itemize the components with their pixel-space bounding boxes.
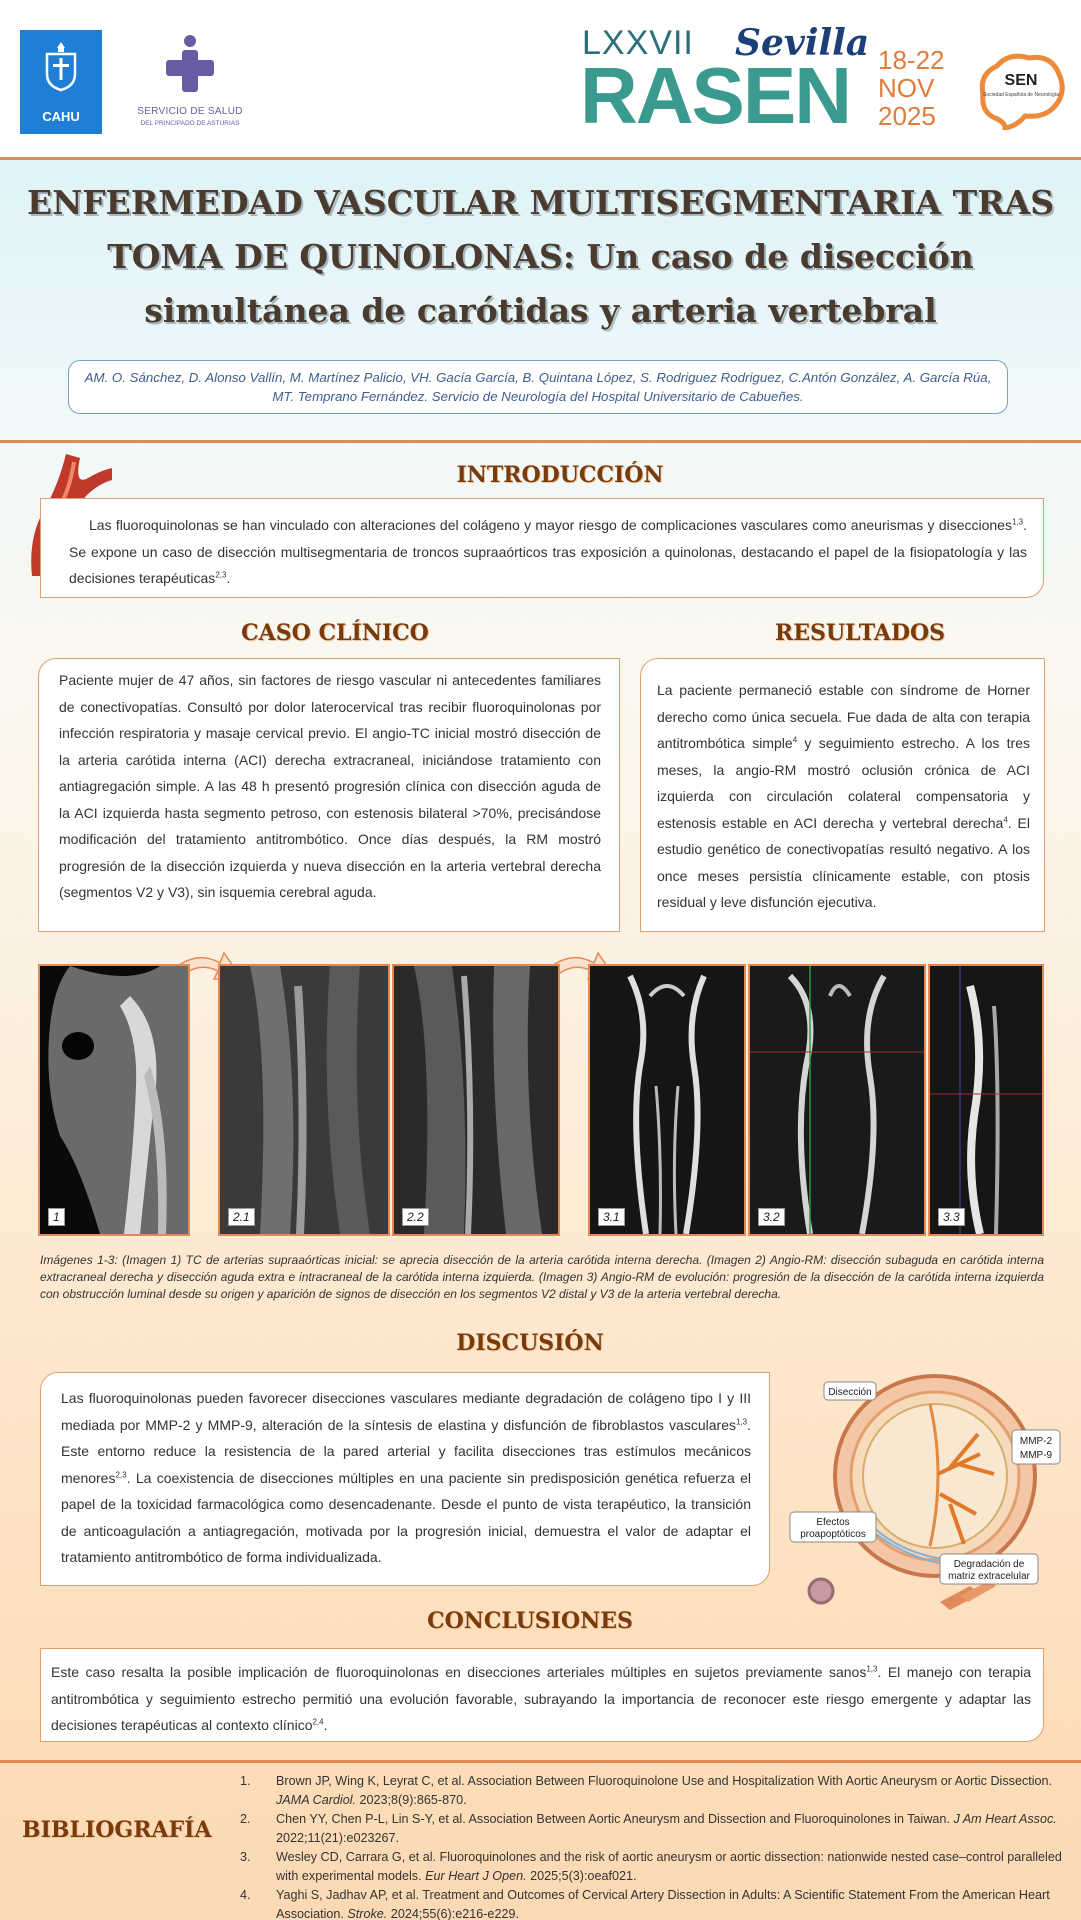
intro-box: [40, 498, 1044, 598]
resultados-text: . El estudio genético de conectivopatías resultó negativo. A los once meses persistía clínicamente estable, con ptosis residual y leve disfunción ejecutiva.: [657, 814, 1030, 910]
diagram-label-mmp2: MMP-2: [1019, 1436, 1053, 1447]
diagram-label-degradacion: Degradación de: [953, 1559, 1025, 1570]
conclusiones-ref: 2,4: [312, 1717, 324, 1727]
reference-text: Chen YY, Chen P-L, Lin S-Y, et al. Association Between Aortic Aneurysm and Dissection and Fluoroquinolones in Taiwan.: [276, 1812, 954, 1826]
congress-number: LXXVII: [582, 24, 694, 62]
header: [0, 0, 1081, 160]
image-label: 3.3: [938, 1208, 965, 1226]
congress-name: RASEN: [580, 51, 851, 140]
mri-image-2-2: [392, 964, 560, 1236]
image-label: 2.1: [228, 1208, 255, 1226]
cahu-label: CAHU: [42, 109, 80, 124]
poster-title: [10, 176, 1071, 338]
angio-picture: [750, 966, 924, 1234]
image-label: 3.1: [598, 1208, 625, 1226]
resultados-text: y seguimiento estrecho. A los tres meses, la angio-RM mostró oclusión crónica de ACI izquierda con circulación colateral compensatoria y estenosis estable en ACI derecha y vertebral derecha: [657, 735, 1030, 831]
title-line-1: ENFERMEDAD VASCULAR MULTISEGMENTARIA TRAS: [26, 183, 1055, 222]
reference-details: 2024;55(6):e216-e229.: [387, 1906, 519, 1920]
reference-journal: JAMA Cardiol.: [276, 1792, 357, 1807]
mri-picture: [394, 966, 558, 1234]
discusion-text: . Este entorno reduce la resistencia de la pared arterial y facilita disecciones tras estímulos mecánicos menores: [61, 1416, 751, 1486]
intro-ref: 2,3: [215, 570, 227, 580]
image-caption: Imágenes 1-3: (Imagen 1) TC de arterias supraaórticas inicial: se aprecia disección de la arteria carótida interna derecha. (Imagen 2) Angio-RM: disección subaguda en carótida interna extracraneal derecha y disección aguda extra e intracraneal de la carótida interna izquierda. (Imagen 3) Angio-RM de evolución: progresión de la disección de la carótida interna izquierda con obstrucción luminal desde su origen y aparición de signos de disección en los segmentos V2 distal y V3 de la arteria vertebral derecha.: [40, 1253, 1044, 1301]
congress-days: 18-22: [878, 45, 945, 75]
intro-text: . Se expone un caso de disección multisegmentaria de troncos supraaórticos tras exposición a quinolonas, destacando el papel de la fisiopatología y las decisiones terapéuticas: [69, 517, 1027, 586]
reference-item: [240, 1810, 1065, 1847]
mri-image-2-1: [218, 964, 390, 1236]
angio-image-3-1: [588, 964, 746, 1236]
discusion-text: Las fluoroquinolonas pueden favorecer disecciones vasculares mediante degradación de colágeno tipo I y III mediada por MMP-2 y MMP-9, alteración de la síntesis de elastina y disfunción de fibroblastos vasculares: [61, 1390, 751, 1433]
resultados-ref: 4: [792, 735, 798, 745]
caso-title: CASO CLÍNICO: [241, 620, 429, 646]
congress-logo: [580, 22, 945, 140]
mri-picture: [220, 966, 388, 1234]
resultados-title: RESULTADOS: [774, 620, 946, 646]
intro-text: .: [226, 570, 231, 586]
congress-city: Sevilla: [735, 22, 870, 64]
cahu-logo: [20, 30, 102, 134]
image-label: 2.2: [402, 1208, 429, 1226]
diagram-label-matriz: matriz extracelular: [948, 1571, 1030, 1582]
bibliografia-title: BIBLIOGRAFÍA: [22, 1817, 212, 1843]
reference-details: 2025;5(3):oeaf021.: [526, 1868, 637, 1883]
reference-text: Yaghi S, Jadhav AP, et al. Treatment and Outcomes of Cervical Artery Dissection in Adults: A Scientific Statement From the American Heart Association.: [276, 1888, 1050, 1920]
sen-sub: Sociedad Española de Neurología: [983, 92, 1059, 98]
angio-picture: [930, 966, 1042, 1234]
reference-text: Wesley CD, Carrara G, et al. Fluoroquinolones and the risk of aortic aneurysm or aortic dissection: nationwide nested case–control paralleled with experimental models.: [276, 1850, 1062, 1883]
authors-box: AM. O. Sánchez, D. Alonso Vallín, M. Martínez Palicio, VH. Gacía García, B. Quintana López, S. Rodriguez Rodriguez, C.Antón González, A. García Rúa, MT. Temprano Fernández. Servicio de Neurología del Hospital Universitario de Cabueñes.: [68, 360, 1008, 414]
bibliografia-list: [240, 1772, 1065, 1920]
ct-image-1: [38, 964, 190, 1236]
diagram-label-efectos: Efectos: [816, 1517, 850, 1528]
sespa-sub: DEL PRINCIPADO DE ASTURIAS: [140, 120, 240, 127]
conclusiones-box: [40, 1648, 1044, 1742]
reference-journal: Eur Heart J Open.: [425, 1868, 527, 1883]
divider: [0, 440, 1081, 443]
sespa-logo: [130, 32, 250, 136]
congress-month: NOV: [878, 73, 935, 103]
shield-icon: [44, 42, 78, 92]
discusion-ref: 1,3: [735, 1416, 748, 1426]
sen-label: SEN: [1004, 72, 1038, 89]
diagram-label-proapoptoticos: proapoptóticos: [800, 1529, 866, 1540]
discusion-ref: 2,3: [115, 1469, 127, 1479]
caso-box: Paciente mujer de 47 años, sin factores de riesgo vascular ni antecedentes familiares de conectivopatías. Consultó por dolor laterocervical tras recibir fluoroquinolonas por infección respiratoria y masaje cervical previo. El angio-TC inicial mostró disección de la arteria carótida interna (ACI) derecha extracraneal, iniciándose tratamiento con antiagregación simple. A las 48 h presentó progresión clínica con disección aguda de la ACI izquierda hasta segmento petroso, con estenosis bilateral >70%, precisándose modificación del tratamiento antitrombótico. Once días después, la RM mostró progresión de la disección izquierda y nueva disección en la arteria vertebral derecha (segmentos V2 y V3), sin isquemia cerebral aguda.: [38, 658, 620, 932]
reference-details: 2022;11(21):e023267.: [276, 1830, 400, 1845]
congress-year: 2025: [878, 101, 936, 131]
resultados-text: La paciente permaneció estable con síndrome de Horner derecho como única secuela. Fue dada de alta con terapia antitrombótica simple: [657, 682, 1030, 751]
vessel-wall-diagram: [780, 1364, 1070, 1614]
reference-journal: Stroke.: [347, 1906, 388, 1920]
title-line-3: simultánea de carótidas y arteria vertebral: [144, 291, 937, 330]
conclusiones-text: . El manejo con terapia antitrombótica y seguimiento estrecho permitió una evolución favorable, subrayando la importancia de reconocer este riesgo emergente y adaptar las decisiones terapéuticas al contexto clínico: [51, 1664, 1031, 1733]
discusion-text: . La coexistencia de disecciones múltiples en una paciente sin predisposición genética refuerza el papel de la toxicidad farmacológica como desencadenante. Desde el punto de vista terapéutico, la transición de anticoagulación a antiagregación, motivada por la progresión inicial, demuestra el valor de adaptar el tratamiento antitrombótico de forma individualizada.: [61, 1469, 751, 1565]
reference-number: 4.: [240, 1888, 251, 1902]
reference-item: [240, 1886, 1065, 1920]
intro-title: INTRODUCCIÓN: [456, 462, 664, 488]
discusion-title: DISCUSIÓN: [456, 1330, 604, 1356]
resultados-ref: 4: [1003, 814, 1008, 824]
congress-dates: [878, 46, 958, 130]
diagram-label-diseccion: Disección: [828, 1387, 872, 1398]
reference-text: Brown JP, Wing K, Leyrat C, et al. Association Between Fluoroquinolone Use and Hospitalization With Aortic Aneurysm or Aortic Dissection.: [276, 1774, 1053, 1788]
intro-text: Las fluoroquinolonas se han vinculado con alteraciones del colágeno y mayor riesgo de complicaciones vasculares como aneurismas y disecciones: [89, 517, 1012, 533]
conclusiones-title: CONCLUSIONES: [427, 1608, 633, 1634]
sespa-name: SERVICIO DE SALUD: [137, 106, 243, 117]
diagram-label-mmp9: MMP-9: [1019, 1450, 1053, 1461]
angio-picture: [590, 966, 744, 1234]
reference-details: 2023;8(9):865-870.: [356, 1792, 467, 1807]
conclusiones-text: .: [323, 1717, 328, 1733]
resultados-box: [640, 658, 1045, 932]
sen-logo: [975, 48, 1067, 130]
reference-item: [240, 1772, 1065, 1809]
health-cross-icon: [162, 34, 218, 96]
intro-ref: 1,3: [1011, 517, 1024, 527]
discusion-box: [40, 1372, 770, 1586]
reference-number: 2.: [240, 1812, 251, 1826]
reference-number: 1.: [240, 1774, 251, 1788]
ct-scan-picture: [40, 966, 188, 1234]
reference-item: [240, 1848, 1065, 1885]
image-label: 1: [48, 1208, 65, 1226]
reference-journal: J Am Heart Assoc.: [953, 1812, 1057, 1826]
divider: [0, 1760, 1081, 1763]
reference-number: 3.: [240, 1850, 251, 1864]
image-label: 3.2: [758, 1208, 785, 1226]
conclusiones-text: Este caso resalta la posible implicación de fluoroquinolonas en disecciones arteriales múltiples en sujetos previamente sanos: [51, 1664, 867, 1680]
title-line-2: TOMA DE QUINOLONAS: Un caso de disección: [107, 237, 974, 276]
conclusiones-ref: 1,3: [866, 1664, 878, 1674]
angio-image-3-2: [748, 964, 926, 1236]
angio-image-3-3: [928, 964, 1044, 1236]
